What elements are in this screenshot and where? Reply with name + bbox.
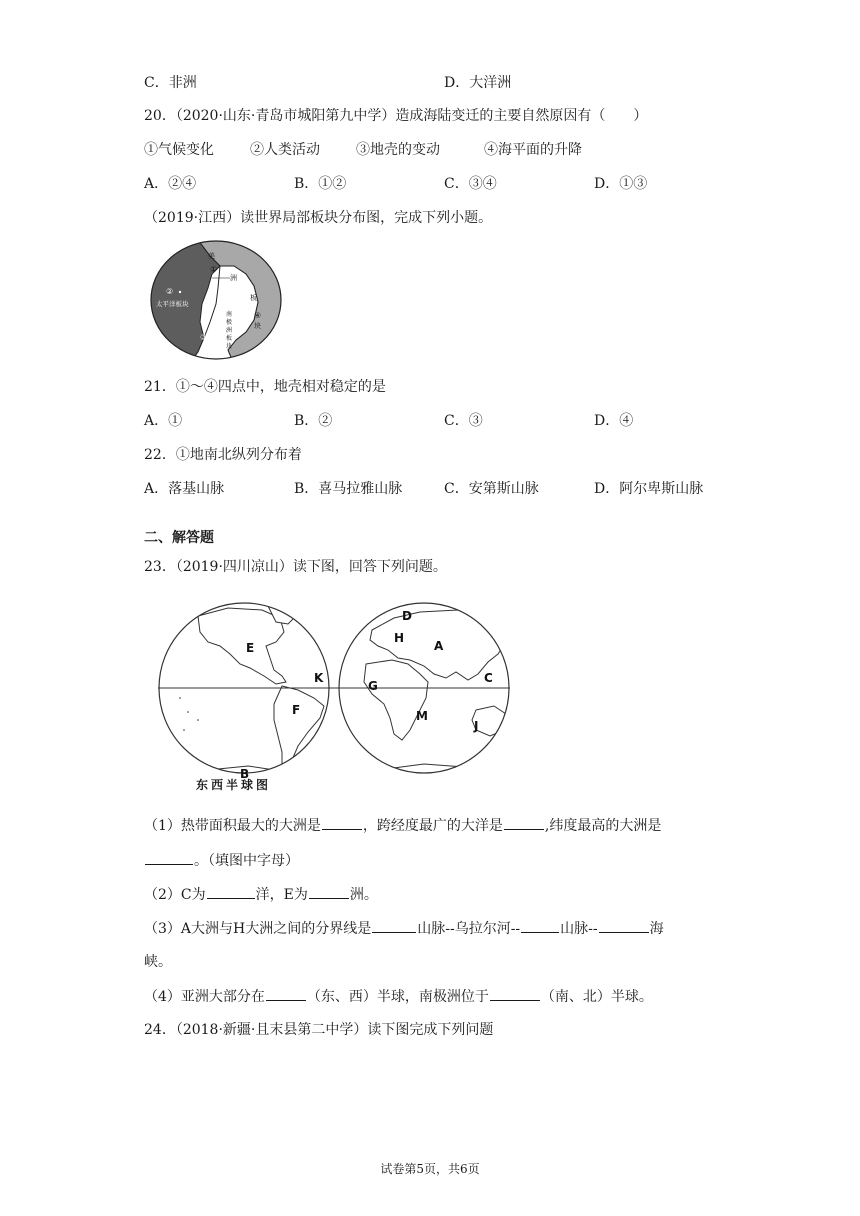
q22-option-c: C．安第斯山脉 [444,481,539,497]
q23-sub2-c: 洲。 [349,887,378,903]
label-circle-3: ③ [200,333,208,342]
section-heading: 二、解答题 [144,530,214,546]
label-nanji-5: 块 [226,343,233,350]
group-intro: （2019·江西）读世界局部板块分布图，完成下列小题。 [144,210,493,226]
q23-sub3-a: （3）A大洲与H大洲之间的分界线是 [144,921,372,937]
blank-4[interactable] [207,884,255,899]
q20-item-4: ④海平面的升降 [484,142,582,158]
label-pacific-plate: 太平洋板块 [156,300,189,308]
blank-6[interactable] [372,918,416,933]
q19-option-d: D．大洋洲 [444,75,512,91]
label-zhou: 洲 [230,274,237,282]
letter-g: G [368,679,378,693]
label-circle-4: ④ [254,311,262,320]
q21-option-c: C．③ [444,413,483,429]
hemispheres-map [158,602,514,792]
map-caption: 东西半球图 [196,778,272,792]
q23-sub2 [144,884,378,905]
blank-5[interactable] [309,884,349,899]
q19-option-c: C．非洲 [144,75,197,91]
q20-stem: 20．（2020·山东·青岛市城阳第九中学）造成海陆变迁的主要自然原因有（ ） [144,108,648,124]
q23-sub1-line1 [144,815,661,836]
letter-a: A [434,639,444,653]
label-nanji-4: 板 [226,335,233,342]
antarctica-east-shape [378,764,498,786]
letter-j: J [474,719,479,733]
q20-item-1: ①气候变化 [144,142,214,158]
blank-8[interactable] [599,918,649,933]
letter-m: M [416,709,428,723]
q21-option-b: B．② [294,413,333,429]
point-2-dot [179,291,181,293]
letter-h: H [394,631,405,645]
q23-sub1-a: （1）热带面积最大的大洲是 [144,818,321,834]
eastern-hemisphere [338,602,514,786]
q21-option-d: D．④ [594,413,634,429]
q23-sub4-c: （南、北）半球。 [540,989,653,1005]
blank-10[interactable] [490,986,540,1001]
blank-2[interactable] [504,815,544,830]
western-hemisphere [158,602,338,782]
label-nanji-1: 南 [226,311,233,318]
q23-sub3-line2: 峡。 [144,954,172,970]
blank-7[interactable] [521,918,559,933]
q20-option-b: B．①② [294,176,347,192]
q23-sub3-d: 海 [649,921,664,937]
blank-9[interactable] [266,986,306,1001]
q23-sub1-c: ,纬度最高的大洲是 [544,818,662,834]
letter-d: D [402,609,412,623]
label-nanji-3: 洲 [226,327,233,334]
plate-map [150,240,282,360]
q23-stem: 23．（2019·四川凉山）读下图，回答下列问题。 [144,559,447,575]
letter-k: K [314,671,324,685]
letter-e: E [246,641,255,655]
q20-item-3: ③地壳的变动 [356,142,440,158]
q23-sub1-line2 [144,850,299,871]
q21-option-a: A．① [144,413,183,429]
q22-option-d: D．阿尔卑斯山脉 [594,481,704,497]
label-ban: 板 [250,294,257,302]
label-kuai: 块 [254,322,261,330]
page-footer: 试卷第5页，共6页 [380,1162,480,1176]
q20-item-2: ②人类活动 [250,142,320,158]
q23-sub4-b: （东、西）半球，南极洲位于 [306,989,489,1005]
q23-sub3-b: 山脉--乌拉尔河-- [417,921,521,937]
q22-option-a: A．落基山脉 [144,481,225,497]
label-circle-1: ① [210,265,218,274]
q22-option-b: B．喜马拉雅山脉 [294,481,403,497]
q20-option-a: A．②④ [144,176,197,192]
q23-sub2-a: （2）C为 [144,887,206,903]
label-point-2: ② [166,287,174,296]
q20-option-c: C．③④ [444,176,497,192]
q20-option-d: D．①③ [594,176,648,192]
q24-stem: 24．（2018·新疆·且末县第二中学）读下图完成下列问题 [144,1022,494,1038]
q23-sub3-c: 山脉-- [560,921,598,937]
letter-f: F [292,703,301,717]
q23-sub3-line1 [144,918,664,939]
q22-stem: 22．①地南北纵列分布着 [144,447,302,463]
q23-sub1-b: ，跨经度最广的大洋是 [362,818,503,834]
blank-1[interactable] [322,815,362,830]
letter-c: C [484,671,493,685]
letter-b: B [240,767,250,781]
blank-3[interactable] [145,850,193,865]
q23-sub1-d: 。（填图中字母） [194,853,299,869]
label-nanji-2: 极 [226,319,233,326]
q23-sub2-b: 洋，E为 [255,887,308,903]
q21-stem: 21．①～④四点中，地壳相对稳定的是 [144,379,386,395]
q23-sub4-a: （4）亚洲大部分在 [144,989,265,1005]
label-mei: 美 [208,252,215,260]
q23-sub4 [144,986,653,1007]
